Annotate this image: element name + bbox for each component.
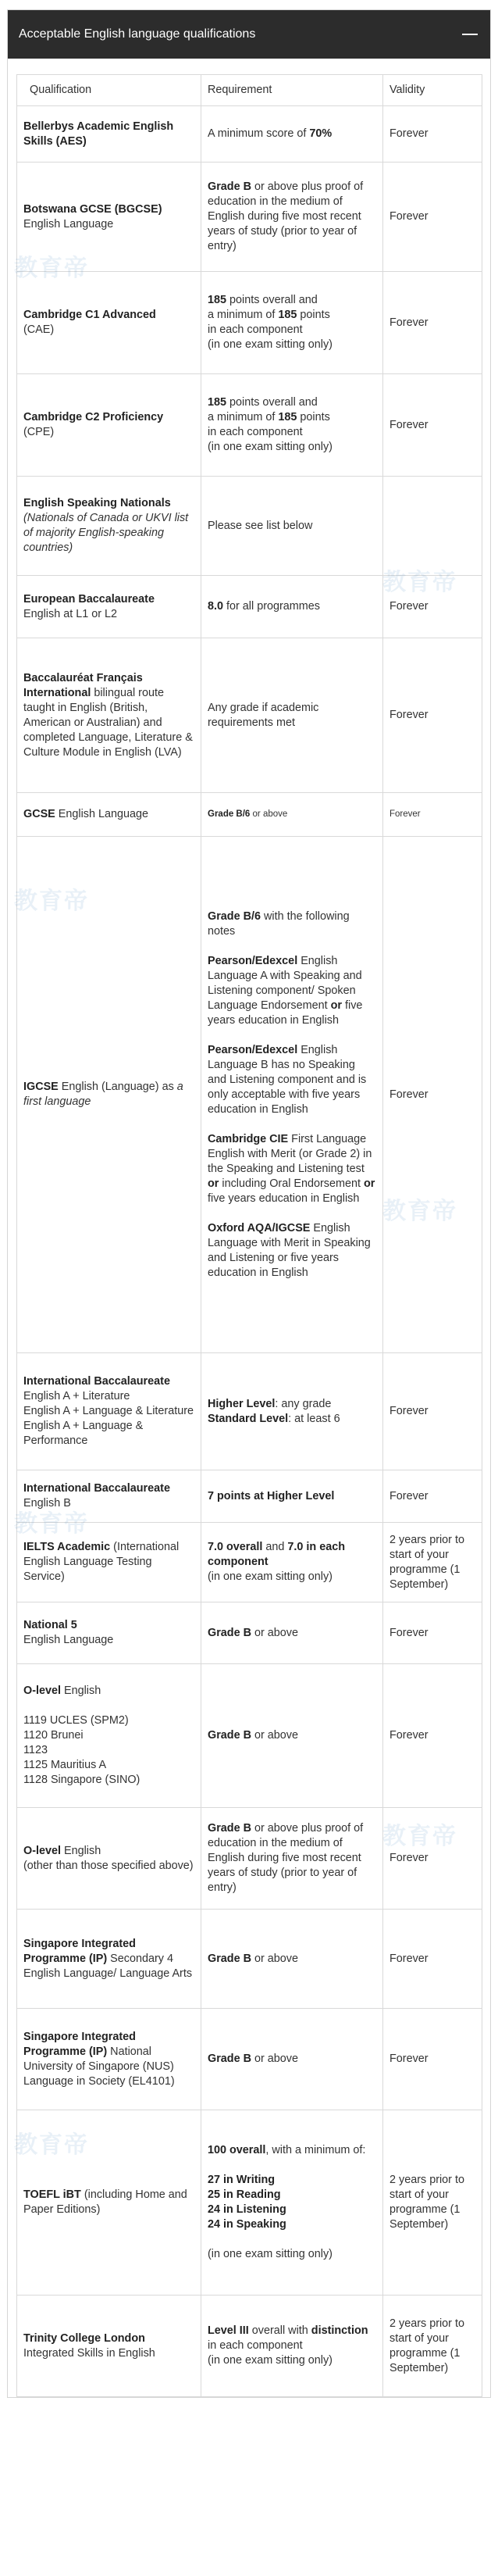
bold-text: International Baccalaureate bbox=[23, 1375, 170, 1388]
text: five years education in English bbox=[208, 1192, 360, 1205]
table-row bbox=[17, 163, 482, 272]
requirement-cell bbox=[201, 2009, 383, 2110]
text: English bbox=[61, 1844, 101, 1857]
text: or above bbox=[251, 1626, 298, 1639]
bold-text: 24 in Listening bbox=[208, 2203, 286, 2216]
validity-cell: Forever bbox=[383, 272, 482, 374]
qualification-cell bbox=[17, 374, 201, 477]
requirement-cell bbox=[201, 638, 383, 793]
text: National University of Singapore (NUS) Language in Society (EL4101) bbox=[23, 2045, 175, 2088]
text: or above bbox=[251, 1729, 298, 1742]
text: 1123 bbox=[23, 1744, 48, 1756]
qualification-cell bbox=[17, 2110, 201, 2296]
bold-text: English Speaking Nationals bbox=[23, 497, 171, 509]
bold-text: Pearson/Edexcel bbox=[208, 954, 298, 967]
bold-text: GCSE bbox=[23, 808, 55, 820]
requirement-cell bbox=[201, 374, 383, 477]
bold-text: distinction bbox=[311, 2324, 368, 2337]
text: English (Language) as bbox=[58, 1081, 177, 1093]
text: (including Home and Paper Editions) bbox=[23, 2188, 187, 2216]
text: Secondary 4 English Language/ Language Arts bbox=[23, 1952, 193, 1980]
text: points overall and bbox=[226, 396, 318, 409]
requirement-cell bbox=[201, 1910, 383, 2009]
bold-text: 7 points at Higher Level bbox=[208, 1489, 335, 1502]
bold-text: Bellerbys Academic English Skills (AES) bbox=[23, 120, 174, 148]
validity-cell: Forever bbox=[383, 2009, 482, 2110]
bold-text: TOEFL iBT bbox=[23, 2188, 81, 2201]
table-row bbox=[17, 638, 482, 793]
qualification-cell bbox=[17, 2296, 201, 2397]
table-row bbox=[17, 2110, 482, 2296]
qualification-cell bbox=[17, 793, 201, 837]
text: 1125 Mauritius A bbox=[23, 1759, 107, 1771]
text: (in one exam sitting only) bbox=[208, 338, 333, 351]
bold-text: Botswana GCSE (BGCSE) bbox=[23, 202, 162, 216]
table-row bbox=[17, 1664, 482, 1808]
validity-cell: Forever bbox=[383, 163, 482, 272]
text: English Language with Merit in Speaking and Listening or five years education in English bbox=[208, 1221, 371, 1279]
text: Please see list below bbox=[208, 519, 313, 532]
requirement-cell bbox=[201, 1602, 383, 1664]
bold-text: IELTS Academic bbox=[23, 1541, 111, 1553]
validity-cell: 2 years prior to start of your programme (1 September) bbox=[383, 1523, 482, 1602]
table-row bbox=[17, 1602, 482, 1664]
qualifications-table bbox=[16, 74, 482, 2397]
text: 1120 Brunei bbox=[23, 1729, 84, 1742]
qualification-cell bbox=[17, 2009, 201, 2110]
bold-text: Cambridge C1 Advanced bbox=[23, 309, 156, 321]
text: English A + Language & Literature bbox=[23, 1405, 194, 1417]
qualification-cell bbox=[17, 272, 201, 374]
text: : at least 6 bbox=[288, 1412, 340, 1425]
text: (in one exam sitting only) bbox=[208, 2354, 333, 2367]
text: , with a minimum of: bbox=[265, 2144, 366, 2156]
text: points bbox=[297, 411, 330, 423]
table-header-row bbox=[17, 75, 482, 106]
panel-header[interactable] bbox=[8, 10, 490, 59]
qualification-cell bbox=[17, 1353, 201, 1470]
text: Any grade if academic requirements met bbox=[208, 701, 319, 729]
text: 1128 Singapore (SINO) bbox=[23, 1774, 141, 1786]
validity-cell bbox=[383, 477, 482, 576]
requirement-cell bbox=[201, 477, 383, 576]
requirement-cell bbox=[201, 272, 383, 374]
validity-cell: Forever bbox=[383, 106, 482, 163]
requirement-cell bbox=[201, 837, 383, 1353]
table-row bbox=[17, 1523, 482, 1602]
requirement-cell bbox=[201, 163, 383, 272]
bold-text: Grade B bbox=[208, 1822, 251, 1835]
text: (in one exam sitting only) bbox=[208, 441, 333, 453]
text: with the following notes bbox=[208, 909, 350, 938]
table-row bbox=[17, 477, 482, 576]
italic-text: a first language bbox=[23, 1081, 183, 1108]
qualification-cell bbox=[17, 576, 201, 638]
requirement-cell bbox=[201, 1353, 383, 1470]
requirement-cell bbox=[201, 1470, 383, 1523]
text: A minimum score of bbox=[208, 127, 310, 140]
bold-text: Grade B bbox=[208, 1626, 251, 1639]
table-row bbox=[17, 793, 482, 837]
qualification-cell bbox=[17, 1808, 201, 1910]
table-row bbox=[17, 2009, 482, 2110]
validity-cell: Forever bbox=[383, 374, 482, 477]
validity-cell: Forever bbox=[383, 638, 482, 793]
validity-cell: Forever bbox=[383, 837, 482, 1353]
text: overall with bbox=[248, 2324, 311, 2337]
panel-body bbox=[8, 59, 490, 2397]
text: and bbox=[262, 1541, 288, 1553]
text: English B bbox=[23, 1497, 71, 1510]
bold-text: 185 bbox=[278, 411, 297, 423]
bold-text: Standard Level bbox=[208, 1412, 289, 1425]
text: for all programmes bbox=[223, 600, 320, 613]
validity-cell: Forever bbox=[383, 793, 482, 837]
table-row bbox=[17, 1808, 482, 1910]
bold-text: Oxford AQA/IGCSE bbox=[208, 1221, 311, 1234]
bold-text: Grade B/6 bbox=[208, 909, 261, 923]
qualification-cell bbox=[17, 477, 201, 576]
text: English A + Literature bbox=[23, 1390, 130, 1402]
requirement-cell bbox=[201, 793, 383, 837]
table-row bbox=[17, 1910, 482, 2009]
validity-cell: 2 years prior to start of your programme (1 September) bbox=[383, 2110, 482, 2296]
text: English Language A with Speaking and Listening component/ Spoken Language Endorsement bbox=[208, 954, 362, 1012]
table-body bbox=[17, 106, 482, 2397]
requirement-cell bbox=[201, 2296, 383, 2397]
text: or above bbox=[250, 809, 288, 819]
bold-text: Singapore Integrated Programme (IP) bbox=[23, 1937, 136, 1965]
bold-text: Cambridge C2 Proficiency bbox=[23, 411, 164, 423]
text: (other than those specified above) bbox=[23, 1859, 194, 1872]
validity-cell: Forever bbox=[383, 576, 482, 638]
text: English Language bbox=[23, 217, 114, 230]
requirement-cell bbox=[201, 1523, 383, 1602]
qualification-cell bbox=[17, 1910, 201, 2009]
table-row bbox=[17, 272, 482, 374]
validity-cell: Forever bbox=[383, 1664, 482, 1808]
bold-text: Cambridge CIE bbox=[208, 1132, 289, 1145]
panel-title: Acceptable English language qualifications bbox=[19, 27, 256, 41]
bold-text: Grade B/6 bbox=[208, 809, 251, 819]
text: : any grade bbox=[275, 1397, 332, 1410]
qualification-cell bbox=[17, 1470, 201, 1523]
bold-text: 7.0 overall bbox=[208, 1541, 263, 1553]
bold-text: 100 overall bbox=[208, 2144, 266, 2156]
text: (International English Language Testing Service) bbox=[23, 1541, 180, 1583]
text: First Language English with Merit (or Grade 2) in the Speaking and Listening test bbox=[208, 1132, 372, 1175]
bold-text: IGCSE bbox=[23, 1081, 59, 1093]
requirement-cell bbox=[201, 1808, 383, 1910]
text: or above bbox=[251, 1952, 298, 1965]
bold-text: Baccalauréat Français International bbox=[23, 671, 143, 699]
bold-text: Grade B bbox=[208, 2053, 251, 2065]
bold-text: O-level bbox=[23, 1844, 61, 1857]
validity-cell: Forever bbox=[383, 1602, 482, 1664]
validity-cell: Forever bbox=[383, 1353, 482, 1470]
bold-text: Singapore Integrated Programme (IP) bbox=[23, 2030, 136, 2058]
bold-text: or bbox=[363, 1177, 375, 1190]
validity-cell: Forever bbox=[383, 1470, 482, 1523]
text: (CPE) bbox=[23, 426, 55, 438]
bold-text: 25 in Reading bbox=[208, 2188, 281, 2201]
bold-text: Pearson/Edexcel bbox=[208, 1043, 298, 1056]
text: or above bbox=[251, 2053, 298, 2065]
table-row bbox=[17, 374, 482, 477]
bold-text: International Baccalaureate bbox=[23, 1482, 170, 1495]
text: English at L1 or L2 bbox=[23, 607, 118, 620]
validity-cell: 2 years prior to start of your programme (1 September) bbox=[383, 2296, 482, 2397]
text: in each component bbox=[208, 2339, 303, 2352]
text: in each component bbox=[208, 323, 303, 336]
text: English Language bbox=[23, 1634, 114, 1646]
italic-text: (Nationals of Canada or UKVI list of majority English-speaking countries) bbox=[23, 512, 189, 554]
validity-cell: Forever bbox=[383, 1808, 482, 1910]
bold-text: Trinity College London bbox=[23, 2331, 145, 2345]
requirement-cell bbox=[201, 106, 383, 163]
bold-text: Higher Level bbox=[208, 1397, 276, 1410]
table-row bbox=[17, 837, 482, 1353]
bold-text: Grade B bbox=[208, 1729, 251, 1742]
qualifications-panel bbox=[7, 9, 491, 2398]
table-row bbox=[17, 1353, 482, 1470]
text: (in one exam sitting only) bbox=[208, 2248, 333, 2260]
header-qualification: Qualification bbox=[17, 75, 201, 106]
qualification-cell bbox=[17, 163, 201, 272]
text: English bbox=[61, 1685, 101, 1697]
text: points overall and bbox=[226, 294, 318, 306]
text: or above plus proof of education in the medium of English during five most recent years of study (prior to year of entry) bbox=[208, 1822, 364, 1894]
bold-text: O-level bbox=[23, 1685, 61, 1697]
header-requirement: Requirement bbox=[201, 75, 383, 106]
qualification-cell bbox=[17, 106, 201, 163]
text: a minimum of bbox=[208, 309, 279, 321]
bold-text: 185 bbox=[208, 396, 227, 409]
bold-text: or bbox=[330, 999, 343, 1012]
text: 1119 UCLES (SPM2) bbox=[23, 1714, 129, 1727]
qualification-cell bbox=[17, 1602, 201, 1664]
requirement-cell bbox=[201, 2110, 383, 2296]
text: five years education in English bbox=[208, 999, 363, 1027]
qualification-cell bbox=[17, 638, 201, 793]
bold-text: National 5 bbox=[23, 1619, 77, 1631]
bold-text: 185 bbox=[208, 294, 227, 306]
requirement-cell bbox=[201, 576, 383, 638]
table-row bbox=[17, 106, 482, 163]
table-row bbox=[17, 576, 482, 638]
qualification-cell bbox=[17, 1523, 201, 1602]
bold-text: European Baccalaureate bbox=[23, 592, 155, 606]
bold-text: 27 in Writing bbox=[208, 2174, 276, 2186]
bold-text: Grade B bbox=[208, 1952, 251, 1965]
bold-text: Level III bbox=[208, 2324, 249, 2337]
qualification-cell bbox=[17, 1664, 201, 1808]
text: or above plus proof of education in the medium of English during five most recent years of study (prior to year of entry) bbox=[208, 180, 364, 252]
bold-text: Grade B bbox=[208, 180, 251, 193]
requirement-cell bbox=[201, 1664, 383, 1808]
text: (CAE) bbox=[23, 323, 55, 336]
text: English Language B has no Speaking and Listening component and is only acceptable with five years education in English bbox=[208, 1043, 367, 1116]
text: points bbox=[297, 309, 330, 321]
bold-text: 7.0 in each component bbox=[208, 1541, 346, 1568]
qualification-cell bbox=[17, 837, 201, 1353]
text: bilingual route taught in English (British, American or Australian) and completed Language, Literature & Culture Module in English (LVA) bbox=[23, 686, 193, 759]
bold-text: 24 in Speaking bbox=[208, 2218, 286, 2231]
table-row bbox=[17, 2296, 482, 2397]
bold-text: 185 bbox=[278, 309, 297, 321]
table-row bbox=[17, 1470, 482, 1523]
text: (in one exam sitting only) bbox=[208, 1570, 333, 1583]
text: English A + Language & Performance bbox=[23, 1420, 144, 1447]
text: English Language bbox=[55, 808, 149, 820]
text: a minimum of bbox=[208, 411, 279, 423]
header-validity: Validity bbox=[383, 75, 482, 106]
bold-text: or bbox=[208, 1177, 219, 1190]
validity-cell: Forever bbox=[383, 1910, 482, 2009]
text: including Oral Endorsement bbox=[219, 1177, 364, 1190]
bold-text: 70% bbox=[309, 127, 333, 140]
bold-text: 8.0 bbox=[208, 600, 224, 613]
text: in each component bbox=[208, 426, 303, 438]
text: Integrated Skills in English bbox=[23, 2346, 155, 2360]
collapse-minus-icon[interactable] bbox=[462, 34, 478, 35]
